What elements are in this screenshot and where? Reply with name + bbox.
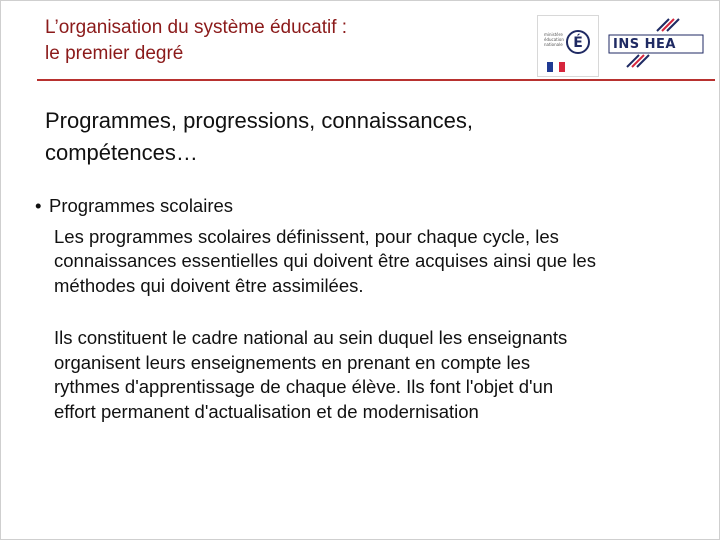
slide-body	[35, 194, 695, 424]
svg-text:É: É	[573, 35, 583, 51]
slide-header-title	[45, 15, 465, 67]
paragraph-2-line-4: effort permanent d'actualisation et de modernisation	[54, 400, 479, 422]
e-circle-icon	[566, 30, 590, 54]
education-logo-text-line-1: ministère	[544, 32, 563, 37]
bullet-icon: •	[35, 195, 42, 216]
paragraph-1-line-1: Les programmes scolaires définissent, pour chaque cycle, les	[54, 225, 559, 247]
paragraph-1-line-2: connaissances essentielles qui doivent être acquises ainsi que les	[54, 250, 596, 271]
education-nationale-logo	[537, 15, 599, 77]
education-logo-text	[544, 32, 564, 47]
inshea-logo	[607, 17, 705, 77]
inshea-logo-text: INS HEA	[613, 37, 676, 52]
french-flag-icon	[547, 62, 565, 72]
header-title-line-1: L’organisation du système éducatif :	[45, 17, 348, 38]
bullet-heading: Programmes scolaires	[49, 195, 234, 216]
paragraph-1-line-3: méthodes qui doivent être assimilées.	[54, 274, 364, 296]
paragraph-2-line-1: Ils constituent le cadre national au sein duquel les enseignants	[54, 327, 568, 348]
section-title	[45, 105, 685, 169]
paragraph-2	[54, 326, 695, 424]
section-title-line-1: Programmes, progressions, connaissances,	[45, 108, 473, 133]
header-divider	[37, 79, 715, 81]
paragraph-2-line-3: rythmes d'apprentissage de chaque élève. Ils font l'objet d'un	[54, 376, 554, 397]
education-logo-text-line-2: éducation	[544, 37, 564, 42]
bullet-item	[35, 194, 695, 219]
paragraph-2-line-2: organisent leurs enseignements en prenant en compte les	[54, 351, 531, 373]
education-logo-text-line-3: nationale	[544, 42, 563, 47]
header-title-line-2: le premier degré	[45, 43, 184, 64]
section-title-line-2: compétences…	[45, 140, 198, 165]
paragraph-1	[54, 225, 695, 299]
